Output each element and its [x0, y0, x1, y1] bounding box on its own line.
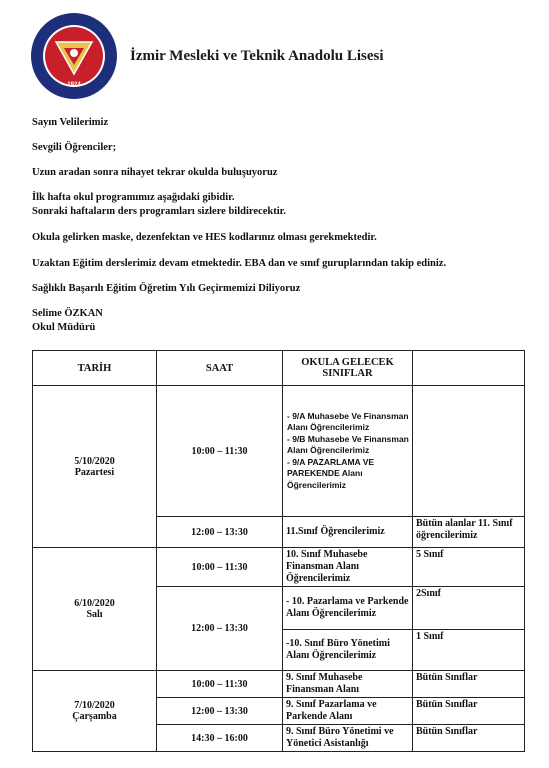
class-list-cell — [283, 386, 413, 517]
header-classes: OKULA GELECEK SINIFLAR — [283, 351, 413, 386]
signer-name: Selime ÖZKAN — [32, 308, 103, 319]
table-row — [33, 548, 525, 587]
time-cell: 12:00 – 13:30 — [157, 698, 283, 725]
schedule-table — [32, 350, 525, 752]
class-item: - 9/A PAZARLAMA VE PAREKENDE Alanı Öğrencilerimiz — [287, 456, 375, 490]
class-item: - 9/A Muhasebe Ve Finansman Alanı Öğrencilerimiz — [287, 410, 409, 433]
letter-line-3: Sonraki haftaların ders programları sizlere bildirecektir. — [32, 206, 286, 217]
date: 7/10/2020 — [74, 700, 115, 711]
note-cell: 2Sınıf — [413, 587, 525, 630]
school-logo-icon — [30, 12, 118, 100]
letter-line-6: Sağlıklı Başarılı Eğitim Öğretim Yılı Geçirmemizi Diliyoruz — [32, 283, 301, 294]
date-cell — [33, 548, 157, 671]
letterhead — [30, 12, 384, 100]
school-name: İzmir Mesleki ve Teknik Anadolu Lisesi — [130, 47, 384, 64]
letter-body — [32, 116, 532, 335]
time-cell: 10:00 – 11:30 — [157, 671, 283, 698]
note-cell: 5 Sınıf — [413, 548, 525, 587]
letter-line-4: Okula gelirken maske, dezenfektan ve HES kodlarınız olması gerekmektedir. — [32, 232, 377, 243]
logo-year: 1924 — [67, 82, 81, 88]
letter-line-2: İlk hafta okul programımız aşağıdaki gibidir. — [32, 192, 235, 203]
note-cell: Bütün Sınıflar — [413, 671, 525, 698]
time-cell: 14:30 – 16:00 — [157, 725, 283, 752]
time-cell: 12:00 – 13:30 — [157, 587, 283, 671]
date-cell — [33, 386, 157, 548]
class-cell: 10. Sınıf Muhasebe Finansman Alanı Öğrencilerimiz — [283, 548, 413, 587]
header-time: SAAT — [157, 351, 283, 386]
note-cell: Bütün alanlar 11. Sınıf öğrencilerimiz — [413, 517, 525, 548]
date-cell — [33, 671, 157, 752]
class-cell: 9. Sınıf Büro Yönetimi ve Yönetici Asistanlığı — [283, 725, 413, 752]
note-cell: Bütün Sınıflar — [413, 698, 525, 725]
weekday: Salı — [86, 609, 103, 620]
note-cell — [413, 386, 525, 517]
weekday: Pazartesi — [74, 466, 115, 478]
header-extra — [413, 351, 525, 386]
class-cell: -10. Sınıf Büro Yönetimi Alanı Öğrencilerimiz — [283, 630, 413, 671]
class-cell: 9. Sınıf Muhasebe Finansman Alanı — [283, 671, 413, 698]
note-cell: Bütün Sınıflar — [413, 725, 525, 752]
time-cell: 10:00 – 11:30 — [157, 548, 283, 587]
table-row — [33, 386, 525, 517]
header-date: TARİH — [33, 351, 157, 386]
signer-title: Okul Müdürü — [32, 322, 96, 333]
greeting-parents: Sayın Velilerimiz — [32, 117, 109, 128]
letter-line-5: Uzaktan Eğitim derslerimiz devam etmektedir. EBA dan ve sınıf guruplarından takip ediniz. — [32, 258, 447, 269]
table-row — [33, 671, 525, 698]
class-cell: - 10. Pazarlama ve Parkende Alanı Öğrencilerimiz — [283, 587, 413, 630]
date: 6/10/2020 — [74, 598, 115, 609]
letter-line-1: Uzun aradan sonra nihayet tekrar okulda buluşuyoruz — [32, 167, 278, 178]
date: 5/10/2020 — [74, 455, 115, 467]
weekday: Çarşamba — [72, 711, 117, 722]
time-cell: 12:00 – 13:30 — [157, 517, 283, 548]
class-item: - 9/B Muhasebe Ve Finansman Alanı Öğrencilerimiz — [287, 433, 409, 456]
time-cell: 10:00 – 11:30 — [157, 386, 283, 517]
table-header-row — [33, 351, 525, 386]
class-cell: 11.Sınıf Öğrencilerimiz — [283, 517, 413, 548]
note-cell: 1 Sınıf — [413, 630, 525, 671]
class-cell: 9. Sınıf Pazarlama ve Parkende Alanı — [283, 698, 413, 725]
greeting-students: Sevgili Öğrenciler; — [32, 142, 117, 153]
